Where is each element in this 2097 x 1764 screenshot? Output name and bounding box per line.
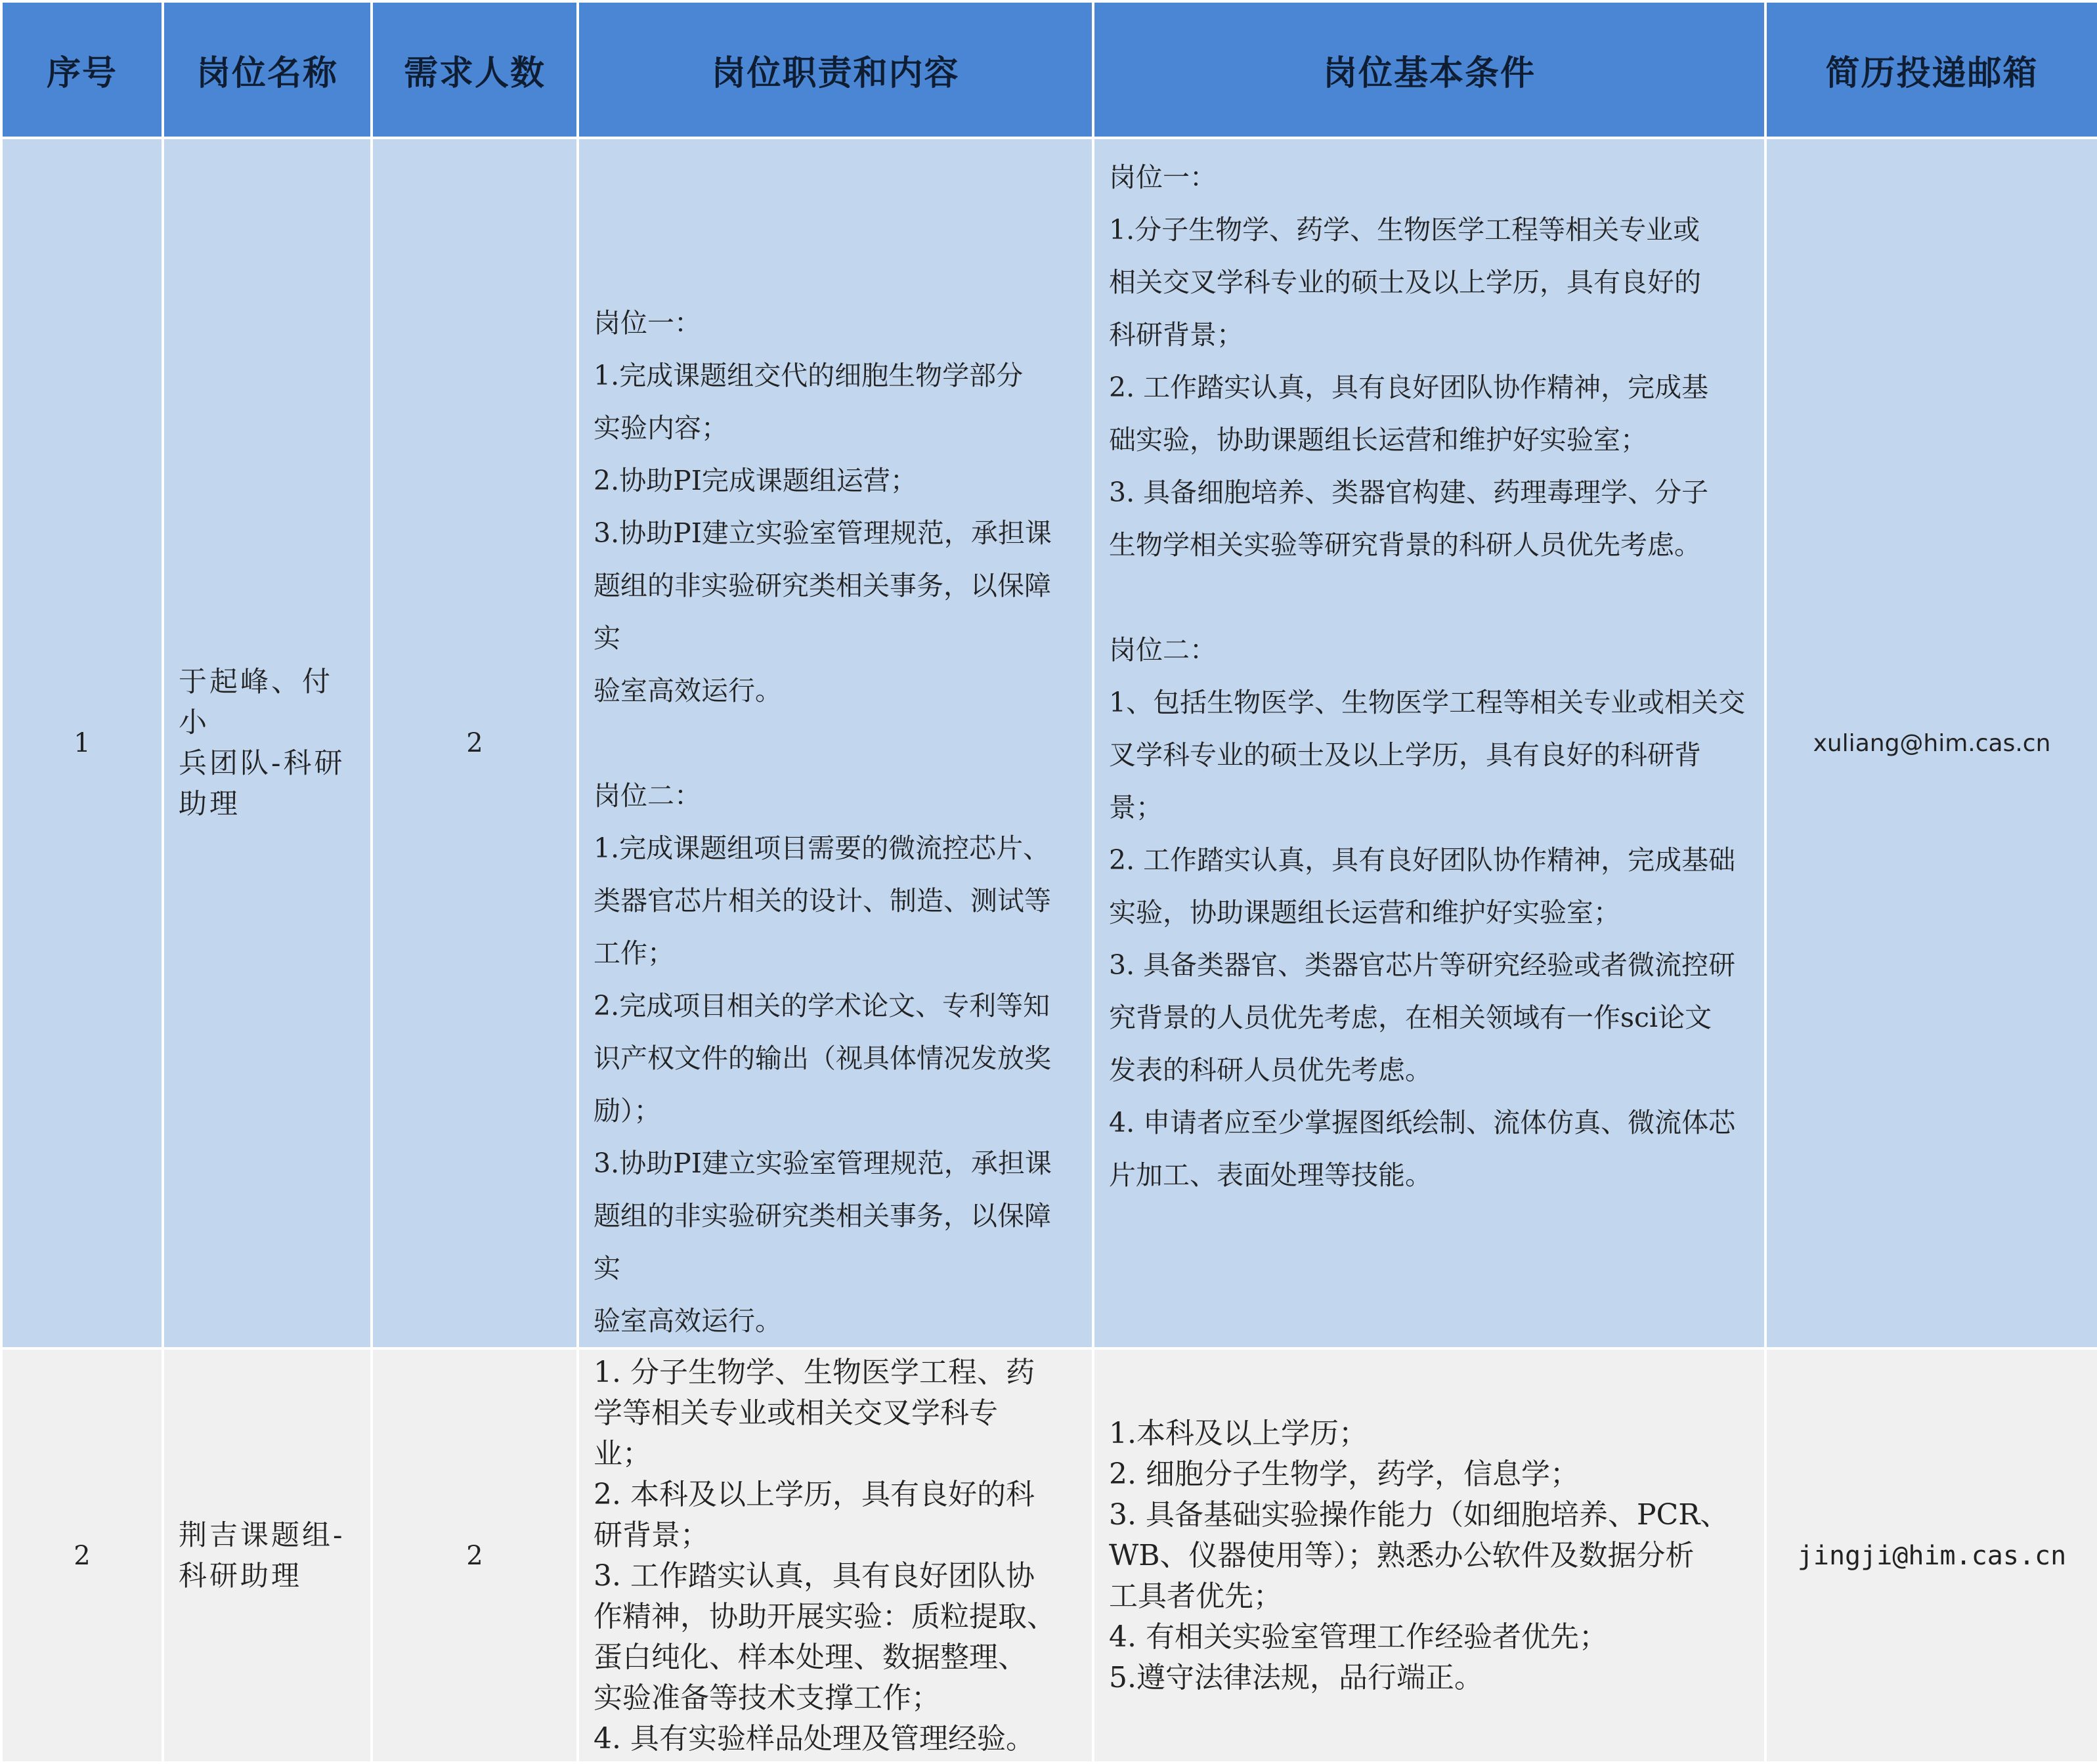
- requirement-line: 片加工、表面处理等技能。: [1109, 1159, 1432, 1191]
- duty-line: 作精神，协助开展实验：质粒提取、: [594, 1599, 1056, 1633]
- duty-line: 实验准备等技术支撑工作；: [594, 1681, 940, 1715]
- requirement-line: 2. 细胞分子生物学，药学，信息学；: [1109, 1457, 1579, 1491]
- requirements-text: [1109, 1413, 1750, 1698]
- requirements-cell: [1093, 1348, 1765, 1763]
- requirement-line: 相关交叉学科专业的硕士及以上学历，具有良好的: [1109, 267, 1701, 298]
- header-row: [1, 1, 2097, 138]
- duty-line: 2.完成项目相关的学术论文、专利等知: [594, 990, 1050, 1022]
- table-row: [1, 138, 2097, 1348]
- count-cell: 2: [372, 138, 578, 1348]
- duty-line-gap: [594, 717, 1077, 769]
- position-line: 助理: [179, 788, 240, 821]
- requirement-line: 生物学相关实验等研究背景的科研人员优先考虑。: [1109, 529, 1701, 561]
- seq-cell: 1: [1, 138, 163, 1348]
- requirement-line: 3. 具备基础实验操作能力（如细胞培养、PCR、: [1109, 1497, 1729, 1532]
- duties-text: [594, 1352, 1077, 1759]
- requirement-line: 础实验，协助课题组长运营和维护好实验室；: [1109, 424, 1647, 456]
- requirement-line: 1.本科及以上学历；: [1109, 1416, 1368, 1450]
- header-duties: 岗位职责和内容: [578, 1, 1093, 138]
- duty-line: 3.协助PI建立实验室管理规范，承担课: [594, 1148, 1052, 1179]
- email-cell[interactable]: xuliang@him.cas.cn: [1765, 138, 2097, 1348]
- duty-line: 识产权文件的输出（视具体情况发放奖: [594, 1043, 1051, 1074]
- seq-cell: 2: [1, 1348, 163, 1763]
- duty-line: 工作；: [594, 937, 674, 969]
- count-cell: 2: [372, 1348, 578, 1763]
- requirement-line: 4. 申请者应至少掌握图纸绘制、流体仿真、微流体芯: [1109, 1107, 1736, 1138]
- header-count: 需求人数: [372, 1, 578, 138]
- position-line: 于起峰、付小: [179, 666, 333, 739]
- duty-line: 题组的非实验研究类相关事务，以保障实: [594, 1200, 1051, 1284]
- position-line: 荆吉课题组-: [179, 1518, 345, 1552]
- requirement-line-gap: [1109, 571, 1750, 624]
- header-email: 简历投递邮箱: [1765, 1, 2097, 138]
- requirement-line: 岗位二：: [1109, 634, 1217, 666]
- requirement-line: 工具者优先；: [1109, 1579, 1282, 1613]
- requirement-line: 3. 具备类器官、类器官芯片等研究经验或者微流控研: [1109, 949, 1736, 981]
- requirement-line: 3. 具备细胞培养、类器官构建、药理毒理学、分子: [1109, 477, 1709, 508]
- header-seq: 序号: [1, 1, 163, 138]
- requirement-line: 发表的科研人员优先考虑。: [1109, 1054, 1432, 1086]
- duty-line: 励）；: [594, 1095, 661, 1127]
- position-line: 科研助理: [179, 1559, 302, 1593]
- duty-line: 业；: [594, 1436, 651, 1471]
- requirement-line: 1.分子生物学、药学、生物医学工程等相关专业或: [1109, 214, 1700, 246]
- position-cell: [163, 1348, 372, 1763]
- header-position: 岗位名称: [163, 1, 372, 138]
- requirement-line: 2. 工作踏实认真，具有良好团队协作精神，完成基础: [1109, 844, 1736, 876]
- duty-line: 研背景；: [594, 1518, 709, 1552]
- header-requirements: 岗位基本条件: [1093, 1, 1765, 138]
- duty-line: 题组的非实验研究类相关事务，以保障实: [594, 570, 1051, 654]
- requirement-line: 究背景的人员优先考虑，在相关领域有一作sci论文: [1109, 1002, 1712, 1033]
- duty-line: 验室高效运行。: [594, 675, 782, 706]
- requirements-text: [1109, 151, 1750, 1201]
- duty-line: 类器官芯片相关的设计、制造、测试等: [594, 885, 1051, 916]
- position-cell: [163, 138, 372, 1348]
- duties-cell: [578, 1348, 1093, 1763]
- duty-line: 蛋白纯化、样本处理、数据整理、: [594, 1640, 1027, 1674]
- duty-line: 2. 本科及以上学历，具有良好的科: [594, 1477, 1035, 1511]
- duty-line: 1.完成课题组项目需要的微流控芯片、: [594, 832, 1050, 864]
- requirement-line: 岗位一：: [1109, 161, 1217, 193]
- duty-line: 学等相关专业或相关交叉学科专: [594, 1396, 998, 1430]
- duties-text: [594, 297, 1077, 1347]
- duty-line: 4. 具有实验样品处理及管理经验。: [594, 1721, 1035, 1755]
- table-row: [1, 1348, 2097, 1763]
- requirement-line: 1、包括生物医学、生物医学工程等相关专业或相关交: [1109, 687, 1746, 718]
- duty-line: 验室高效运行。: [594, 1305, 782, 1337]
- requirement-line: 5.遵守法律法规，品行端正。: [1109, 1660, 1483, 1694]
- requirement-line: WB、仪器使用等）；熟悉办公软件及数据分析: [1109, 1538, 1695, 1572]
- email-cell[interactable]: jingji@him.cas.cn: [1765, 1348, 2097, 1763]
- duty-line: 岗位二：: [594, 780, 701, 811]
- requirements-cell: [1093, 138, 1765, 1348]
- requirement-line: 叉学科专业的硕士及以上学历，具有良好的科研背景；: [1109, 739, 1701, 823]
- position-line: 兵团队-科研: [179, 747, 345, 780]
- duty-line: 3.协助PI建立实验室管理规范，承担课: [594, 517, 1052, 549]
- duty-line: 岗位一：: [594, 307, 701, 339]
- duty-line: 1. 分子生物学、生物医学工程、药: [594, 1355, 1035, 1389]
- requirement-line: 科研背景；: [1109, 319, 1243, 351]
- duties-cell: [578, 138, 1093, 1348]
- duty-line: 实验内容；: [594, 412, 728, 444]
- duty-line: 3. 工作踏实认真，具有良好团队协: [594, 1559, 1035, 1593]
- requirement-line: 实验，协助课题组长运营和维护好实验室；: [1109, 897, 1620, 928]
- requirement-line: 2. 工作踏实认真，具有良好团队协作精神，完成基: [1109, 372, 1709, 403]
- duty-line: 2.协助PI完成课题组运营；: [594, 465, 917, 496]
- requirement-line: 4. 有相关实验室管理工作经验者优先；: [1109, 1620, 1608, 1654]
- duty-line: 1.完成课题组交代的细胞生物学部分: [594, 360, 1024, 391]
